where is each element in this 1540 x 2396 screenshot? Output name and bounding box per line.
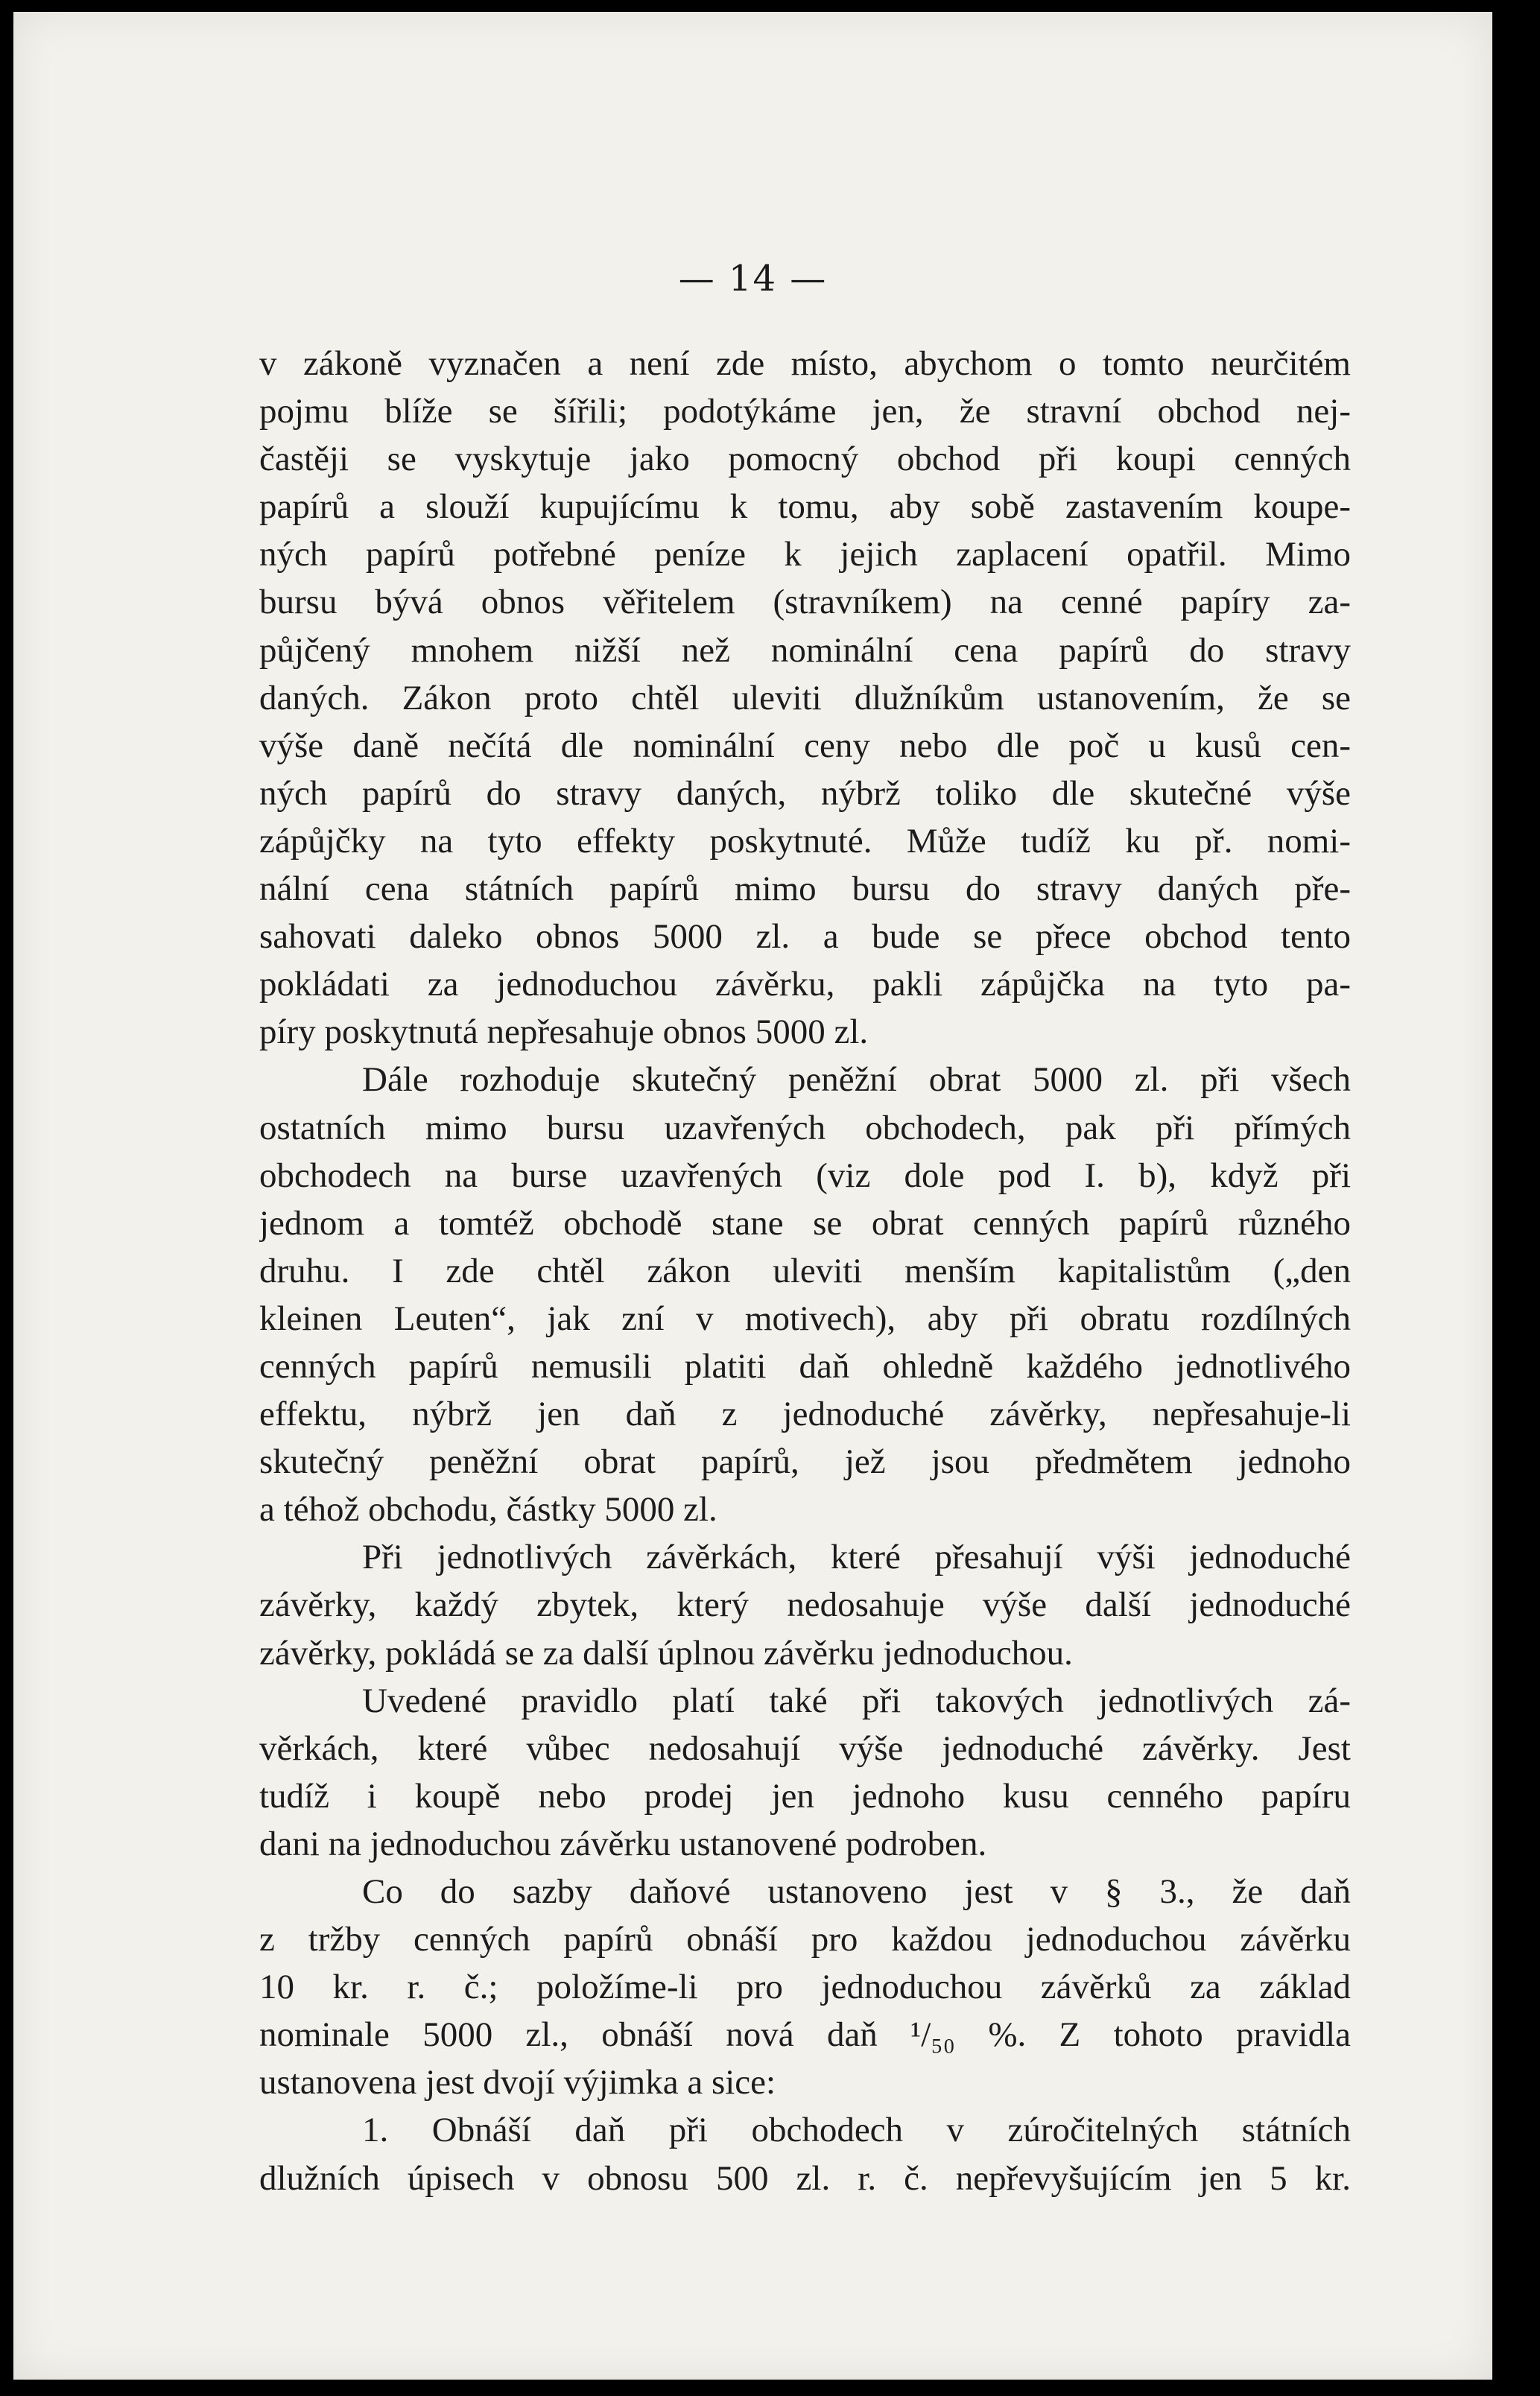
text-line: Dále rozhoduje skutečný peněžní obrat 5000 zl. při všech [362,1060,1351,1100]
text-line: jednom a tomtéž obchodě stane se obrat cenných papírů různého [259,1203,1351,1243]
text-line: z tržby cenných papírů obnáší pro každou jednoduchou závěrku [259,1920,1351,1959]
text-line: v zákoně vyznačen a není zde místo, abychom o tomto neurčitém [259,344,1351,383]
text-line: dlužních úpisech v obnosu 500 zl. r. č. nepřevyšujícím jen 5 kr. [259,2158,1351,2198]
text-line: zápůjčky na tyto effekty poskytnuté. Může tudíž ku př. nomi- [259,821,1351,861]
body-text [259,340,1351,2202]
text-line: nální cena státních papírů mimo bursu do stravy daných pře- [259,869,1351,909]
page-number: — 14 — [678,258,828,300]
text-line: ných papírů do stravy daných, nýbrž toliko dle skutečné výše [259,773,1351,813]
text-line: závěrky, pokládá se za další úplnou závěrku jednoduchou. [259,1633,1073,1673]
text-line: dani na jednoduchou závěrku ustanovené podroben. [259,1824,987,1863]
text-line: a téhož obchodu, částky 5000 zl. [259,1490,717,1530]
text-line: effektu, nýbrž jen daň z jednoduché závěrky, nepřesahuje-li [259,1395,1351,1434]
text-line: Při jednotlivých závěrkách, které přesahují výši jednoduché [362,1538,1351,1577]
text-line: cenných papírů nemusili platiti daň ohledně každého jednotlivého [259,1346,1351,1386]
text-line: skutečný peněžní obrat papírů, jež jsou předmětem jednoho [259,1442,1351,1482]
text-line: kleinen Leuten“, jak zní v motivech), aby při obratu rozdílných [259,1299,1351,1338]
text-line: závěrky, každý zbytek, který nedosahuje výše další jednoduché [259,1585,1351,1625]
text-line: Uvedené pravidlo platí také při takových jednotlivých zá- [362,1681,1351,1720]
text-line: papírů a slouží kupujícímu k tomu, aby sobě zastavením koupe- [259,487,1351,527]
text-line: tudíž i koupě nebo prodej jen jednoho kusu cenného papíru [259,1776,1351,1816]
text-line: pokládati za jednoduchou závěrku, pakli zápůjčka na tyto pa- [259,965,1351,1004]
text-line: sahovati daleko obnos 5000 zl. a bude se přece obchod tento [259,917,1351,957]
text-line: pojmu blíže se šířili; podotýkáme jen, že stravní obchod nej- [259,392,1351,431]
text-line: ných papírů potřebné peníze k jejich zaplacení opatřil. Mimo [259,535,1351,574]
text-line: půjčený mnohem nižší než nominální cena papírů do stravy [259,630,1351,670]
text-line: druhu. I zde chtěl zákon uleviti menším kapitalistům („den [259,1251,1351,1290]
text-line: obchodech na burse uzavřených (viz dole pod I. b), když při [259,1156,1351,1195]
text-line: častěji se vyskytuje jako pomocný obchod při koupi cenných [259,440,1351,479]
book-page [13,12,1492,2380]
text-line: daných. Zákon proto chtěl uleviti dlužníkům ustanovením, že se [259,678,1351,717]
scan-border [1492,0,1540,2396]
text-line: píry poskytnutá nepřesahuje obnos 5000 zl. [259,1012,869,1052]
text-line: výše daně nečítá dle nominální ceny nebo dle poč u kusů cen- [259,726,1351,765]
text-line: nominale 5000 zl., obnáší nová daň ¹/₅₀ %. Z tohoto pravidla [259,2015,1351,2055]
text-line: věrkách, které vůbec nedosahují výše jednoduché závěrky. Jest [259,1728,1351,1768]
text-line: bursu bývá obnos věřitelem (stravníkem) na cenné papíry za- [259,583,1351,622]
text-line: 1. Obnáší daň při obchodech v zúročitelných státních [362,2111,1351,2150]
text-line: 10 kr. r. č.; položíme-li pro jednoduchou závěrků za základ [259,1968,1351,2007]
text-line: ostatních mimo bursu uzavřených obchodech, pak při přímých [259,1108,1351,1147]
text-line: ustanovena jest dvojí výjimka a sice: [259,2063,776,2102]
text-line: Co do sazby daňové ustanoveno jest v § 3., že daň [362,1872,1351,1911]
